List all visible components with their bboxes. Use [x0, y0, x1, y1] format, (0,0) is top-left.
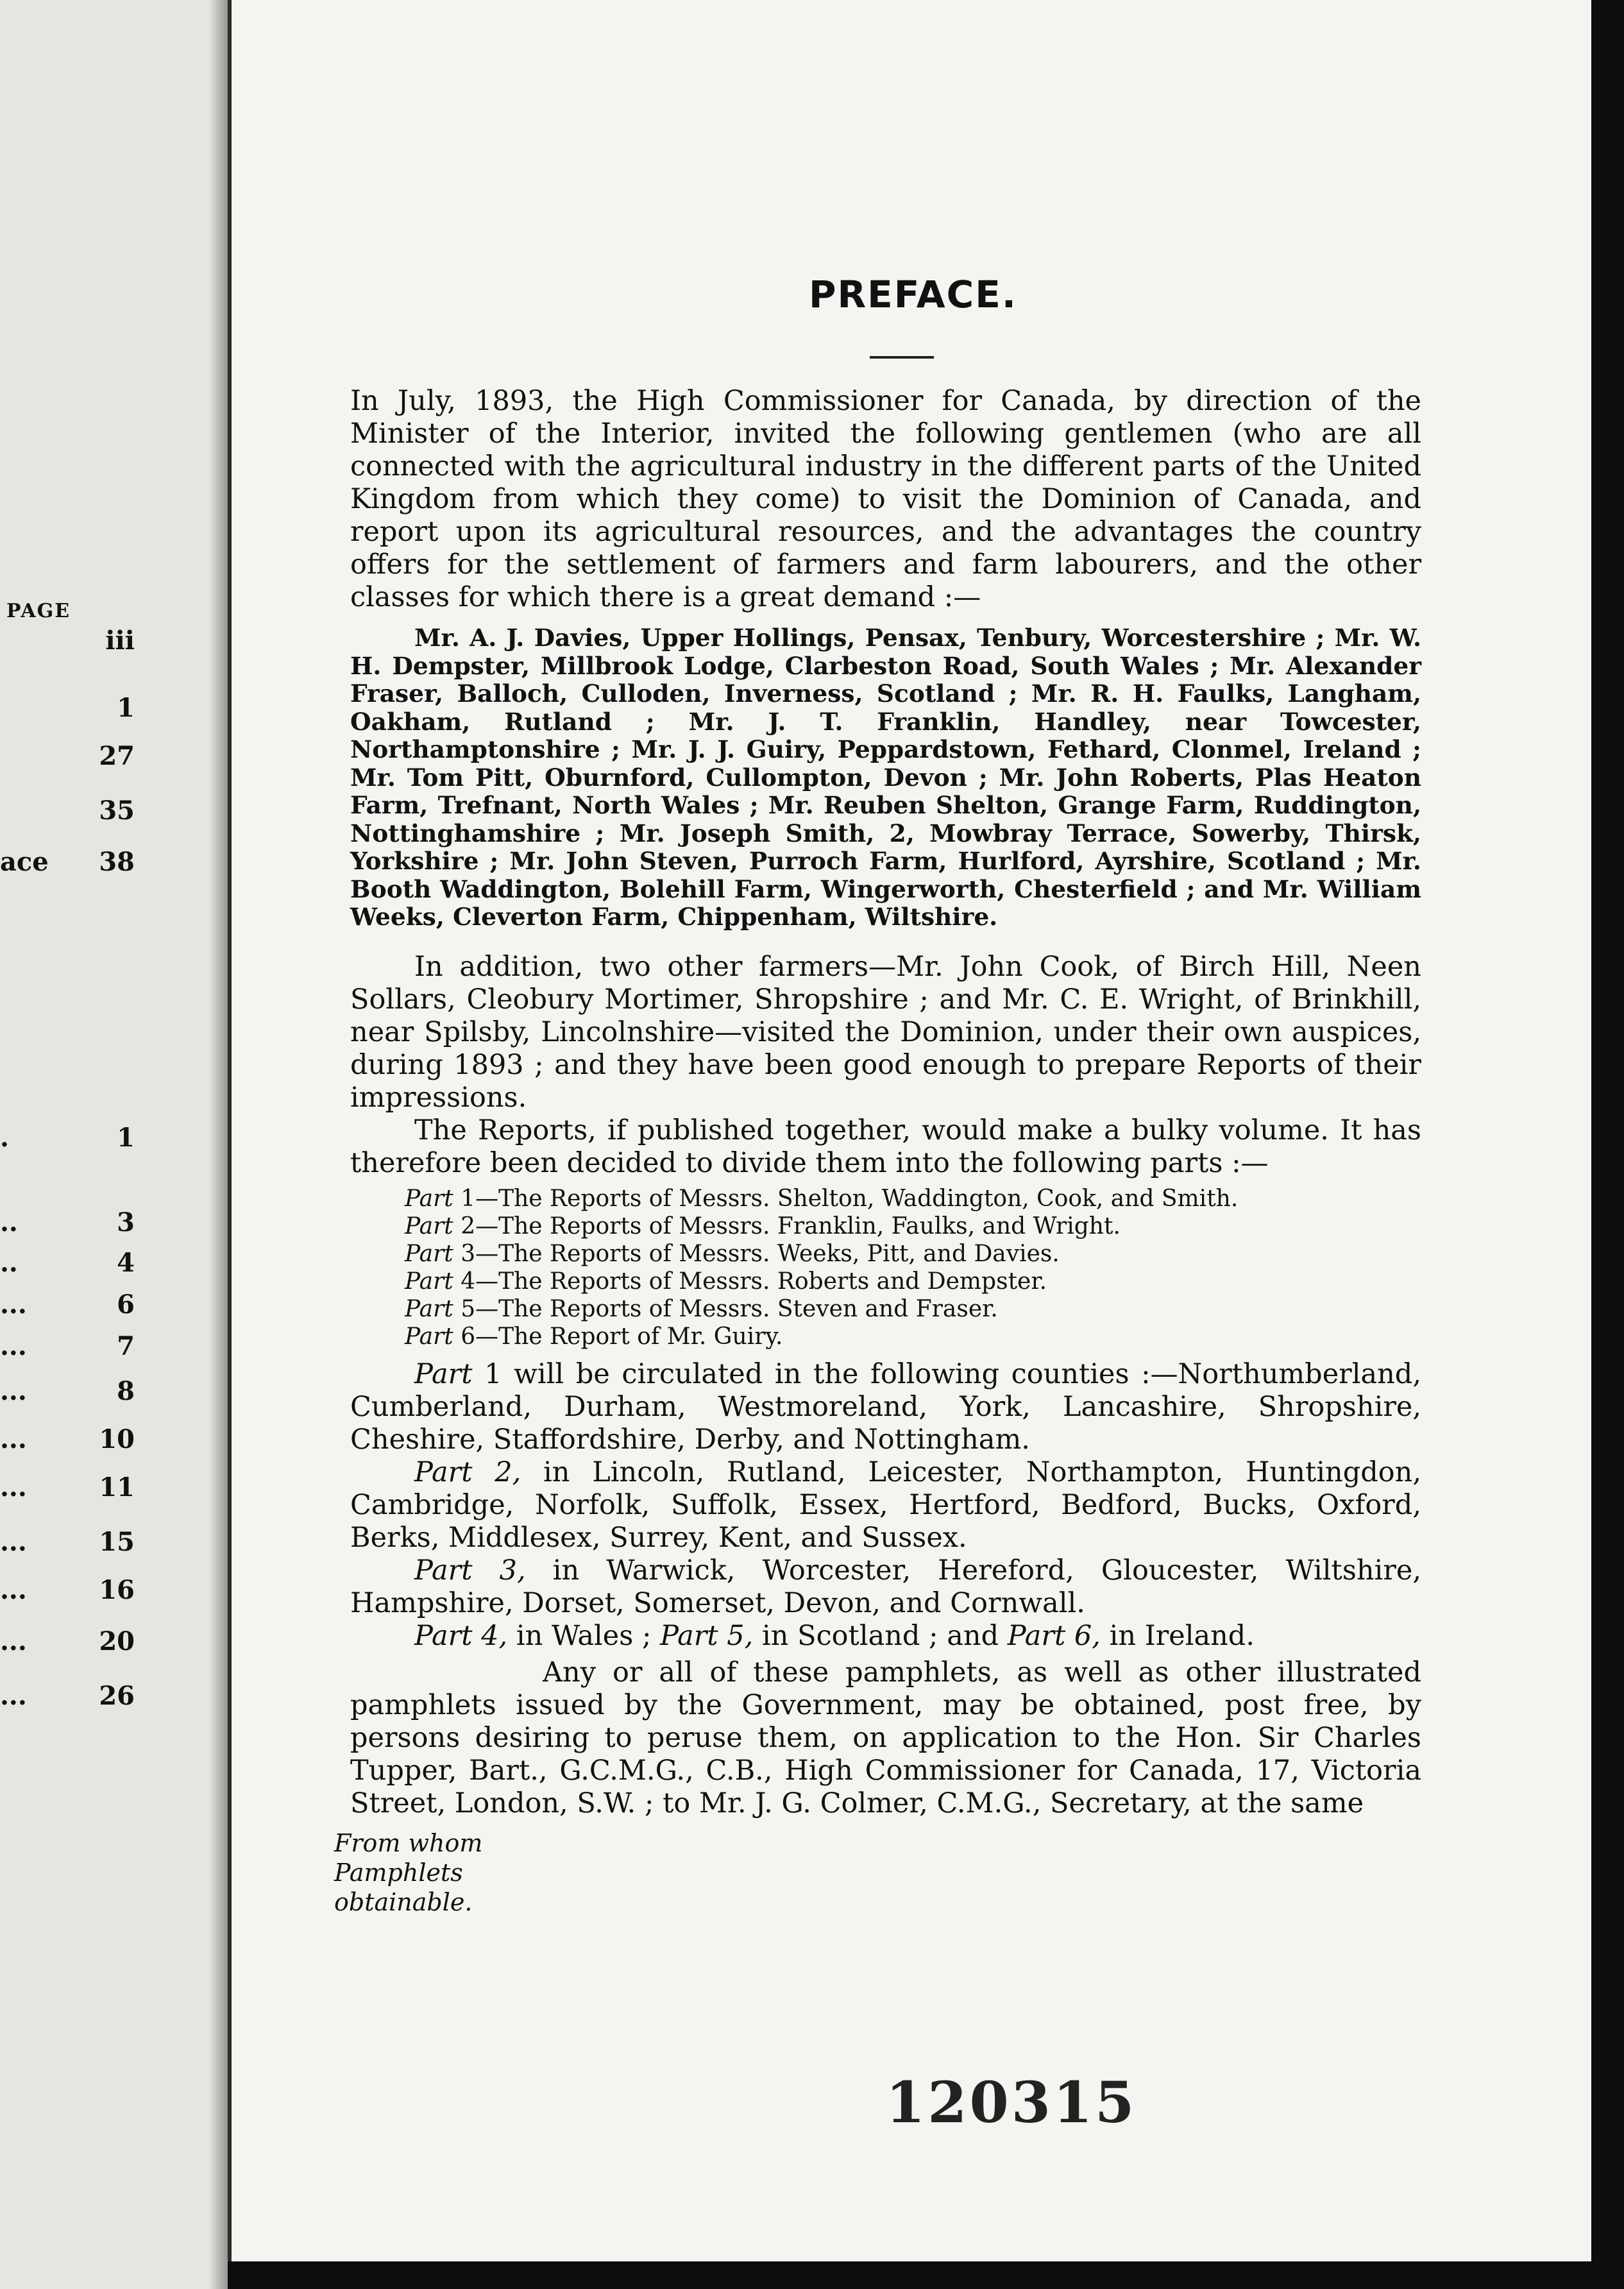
toc-entry — [0, 1207, 160, 1238]
toc-entry — [0, 1376, 160, 1406]
toc-entry — [0, 1681, 160, 1711]
toc-entry-page: 15 — [99, 1527, 135, 1557]
distribution-part3: Part 3, in Warwick, Worcester, Hereford, Gloucester, Wiltshire, Hampshire, Dorset, Somerset, Devon, and Cornwall. — [350, 1554, 1421, 1619]
toc-entry-label: .. — [0, 1207, 18, 1238]
intro-paragraph: In July, 1893, the High Commissioner for Canada, by direction of the Minister of the Interior, invited the following gentlemen (who are all connected with the agricultural industry in the different parts of the United Kingdom from which they come) to visit the Dominion of Canada, and report upon its agricultural resources, and the advantages the country offers for the settlement of farmers and farm labourers, and the other classes for which there is a great demand :— — [350, 385, 1421, 613]
toc-entry-page: 8 — [117, 1376, 135, 1406]
part-item: Part 4—The Reports of Messrs. Roberts and Dempster. — [405, 1268, 1047, 1295]
toc-entry — [0, 1472, 160, 1502]
distribution-part1: Part 1 will be circulated in the following counties :—Northumberland, Cumberland, Durham, Westmoreland, York, Lancashire, Shropshire, Cheshire, Staffordshire, Derby, and Nottingham. — [350, 1357, 1421, 1456]
toc-entry — [0, 1289, 160, 1320]
page-title: PREFACE. — [809, 273, 1017, 316]
toc-entry-page: 26 — [99, 1681, 135, 1711]
reports-paragraph: The Reports, if published together, would make a bulky volume. It has therefore been decided to divide them into the following parts :— — [350, 1114, 1421, 1179]
toc-entry — [0, 1575, 160, 1605]
margin-note: From whom Pamphlets obtainable. — [334, 1829, 483, 1916]
toc-entry-page: 6 — [117, 1289, 135, 1320]
distribution-part2: Part 2, in Lincoln, Rutland, Leicester, Northampton, Huntingdon, Cambridge, Norfolk, Suffolk, Essex, Hertford, Bedford, Bucks, Oxford, Berks, Middlesex, Surrey, Kent, and Sussex. — [350, 1456, 1421, 1554]
part-item: Part 5—The Reports of Messrs. Steven and Fraser. — [405, 1295, 998, 1322]
toc-entry-label: ... — [0, 1289, 27, 1320]
toc-entry-label: ... — [0, 1424, 27, 1454]
page-fold-shadow — [208, 0, 228, 2289]
toc-entry-label: .. — [0, 1248, 18, 1278]
distribution-part4-6: Part 4, in Wales ; Part 5, in Scotland ; and Part 6, in Ireland. — [414, 1619, 1255, 1652]
toc-entry-page: 1 — [117, 693, 135, 723]
toc-entry-page: 38 — [99, 847, 135, 877]
toc-entry-page: 27 — [99, 741, 135, 771]
facing-page — [0, 0, 228, 2289]
page-body — [350, 385, 1421, 1820]
part-item: Part 1—The Reports of Messrs. Shelton, Waddington, Cook, and Smith. — [405, 1185, 1239, 1212]
addition-paragraph: In addition, two other farmers—Mr. John Cook, of Birch Hill, Neen Sollars, Cleobury Mortimer, Shropshire ; and Mr. C. E. Wright, of Brinkhill, near Spilsby, Lincolnshire—visited the Dominion, under their own auspices, during 1893 ; and they have been good enough to prepare Reports of their impressions. — [350, 950, 1421, 1114]
toc-entry-label: ... — [0, 1626, 27, 1656]
toc-entry-page: 16 — [99, 1575, 135, 1605]
toc-entry — [0, 1424, 160, 1454]
toc-entry-page: 20 — [99, 1626, 135, 1656]
toc-page-header: PAGE — [6, 600, 71, 622]
toc-entry-page: 1 — [117, 1123, 135, 1153]
toc-entry-page: 4 — [117, 1248, 135, 1278]
toc-entry-page: 35 — [99, 796, 135, 826]
toc-entry-label: ... — [0, 1681, 27, 1711]
toc-entry — [0, 847, 160, 877]
toc-entry-label: ... — [0, 1575, 27, 1605]
toc-entry-page: 3 — [117, 1207, 135, 1238]
toc-entry — [0, 1123, 160, 1153]
toc-entry-label: ... — [0, 1527, 27, 1557]
document-page — [228, 0, 1591, 2261]
toc-entry-label: ... — [0, 1331, 27, 1361]
toc-entry-page: 7 — [117, 1331, 135, 1361]
parts-list — [405, 1185, 1421, 1350]
title-rule — [870, 356, 934, 359]
toc-entry-page: 11 — [99, 1472, 135, 1502]
toc-entry-label: ace — [0, 847, 49, 877]
part-item: Part 2—The Reports of Messrs. Franklin, Faulks, and Wright. — [405, 1213, 1121, 1239]
toc-entry-label: ... — [0, 1472, 27, 1502]
part-item: Part 6—The Report of Mr. Guiry. — [405, 1323, 783, 1350]
toc-entry-page: iii — [105, 625, 135, 656]
toc-entry-page: 10 — [99, 1424, 135, 1454]
toc-entry — [0, 1626, 160, 1656]
serial-number: 120315 — [886, 2069, 1137, 2136]
toc-entry-label: . — [0, 1123, 9, 1153]
toc-entry-label: ... — [0, 1376, 27, 1406]
names-paragraph: Mr. A. J. Davies, Upper Hollings, Pensax, Tenbury, Worcestershire ; Mr. W. H. Dempster, Millbrook Lodge, Clarbeston Road, South Wales ; Mr. Alexander Fraser, Balloch, Culloden, Inverness, Scotland ; Mr. R. H. Faulks, Langham, Oakham, Rutland ; Mr. J. T. Franklin, Handley, near Towcester, Northamptonshire ; Mr. J. J. Guiry, Peppardstown, Fethard, Clonmel, Ireland ; Mr. Tom Pitt, Oburnford, Cullompton, Devon ; Mr. John Roberts, Plas Heaton Farm, Trefnant, North Wales ; Mr. Reuben Shelton, Grange Farm, Ruddington, Nottinghamshire ; Mr. Joseph Smith, 2, Mowbray Terrace, Sowerby, Thirsk, Yorkshire ; Mr. John Steven, Purroch Farm, Hurlford, Ayrshire, Scotland ; Mr. Booth Waddington, Bolehill Farm, Wingerworth, Chesterfield ; and Mr. William Weeks, Cleverton Farm, Chippenham, Wiltshire. — [350, 624, 1421, 931]
toc-entry — [0, 1331, 160, 1361]
pamphlets-paragraph: Any or all of these pamphlets, as well as other illustrated pamphlets issued by the Government, may be obtained, post free, by persons desiring to peruse them, on application to the Hon. Sir Charles Tupper, Bart., G.C.M.G., C.B., High Commissioner for Canada, 17, Victoria Street, London, S.W. ; to Mr. J. G. Colmer, C.M.G., Secretary, at the same — [350, 1656, 1421, 1819]
toc-entry — [0, 1527, 160, 1557]
toc-entry — [0, 1248, 160, 1278]
part-item: Part 3—The Reports of Messrs. Weeks, Pitt, and Davies. — [405, 1240, 1060, 1267]
